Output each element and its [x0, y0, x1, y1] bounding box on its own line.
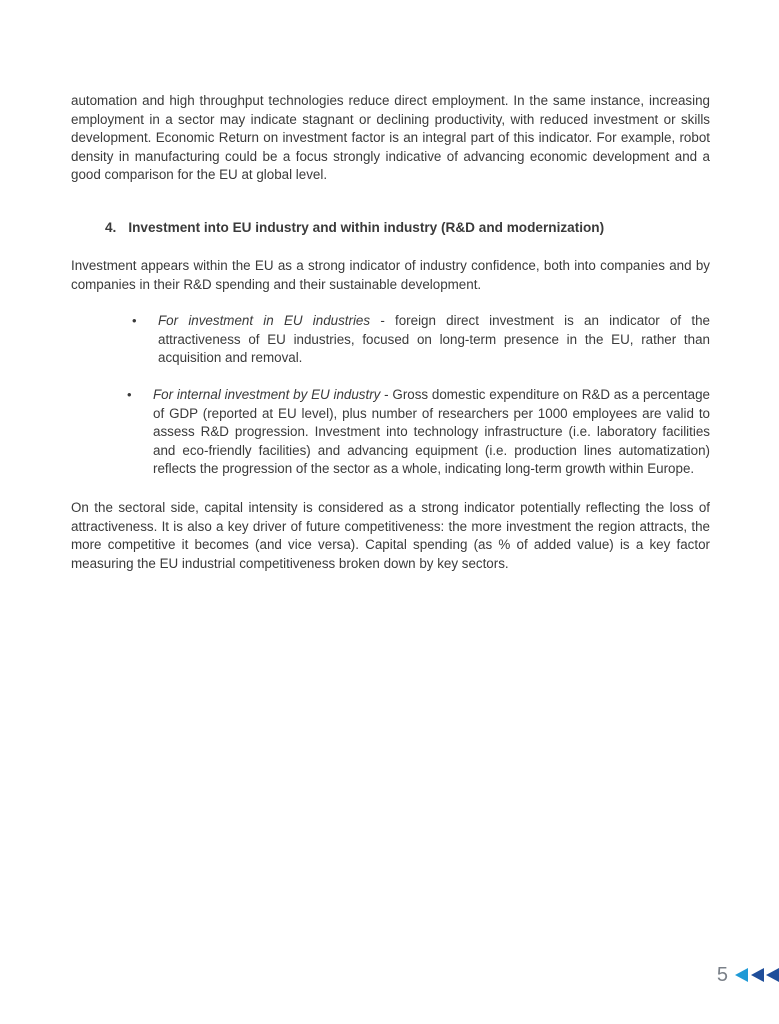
arrow-left-icon [749, 967, 765, 983]
investment-paragraph: Investment appears within the EU as a strong indicator of industry confidence, both into companies and by companies in their R&D spending and their sustainable development. [71, 257, 710, 292]
page-footer [717, 964, 779, 986]
bullet-body: - foreign direct investment is an indicator of the attractiveness of EU industries, focused on long-term presence in the EU, rather than acquisition and removal. [158, 313, 710, 366]
bullet-symbol: • [127, 386, 132, 402]
bullet-item [127, 386, 710, 479]
bullet-lead: For investment in EU industries [158, 313, 371, 329]
document-body [71, 92, 710, 573]
arrow-left-icon [765, 967, 779, 983]
section-heading [105, 219, 710, 237]
section-title: Investment into EU industry and within industry (R&D and modernization) [128, 219, 605, 235]
bullet-symbol: • [132, 313, 137, 329]
bullet-text [158, 312, 710, 368]
intro-paragraph: automation and high throughput technologies reduce direct employment. In the same instance, increasing employment in a sector may indicate stagnant or declining productivity, with reduced investment or skills development. Economic Return on investment factor is an integral part of this indicator. For example, robot density in manufacturing could be a focus strongly indicative of advancing economic development and a good comparison for the EU at global level. [71, 93, 710, 183]
bullet-item [132, 312, 710, 368]
bullet-body: - Gross domestic expenditure on R&D as a percentage of GDP (reported at EU level), plus number of researchers per 1000 employees are valid to assess R&D progression. Investment into technology infrastructure (i.e. laboratory facilities and eco-friendly facilities) and advancing equipment (i.e. production lines automatization) reflects the progression of the sector as a whole, indicating long-term growth within Europe. [153, 386, 710, 477]
page-number: 5 [716, 964, 728, 986]
bullet-lead: For internal investment by EU industry [153, 386, 381, 402]
arrow-left-icon [734, 967, 749, 983]
bullet-text [153, 386, 710, 479]
section-number: 4. [105, 219, 117, 235]
nav-arrows [734, 967, 779, 983]
sectoral-paragraph: On the sectoral side, capital intensity is considered as a strong indicator potentially reflecting the loss of attractiveness. It is also a key driver of future competitiveness: the more investment the region attracts, the more competitive it becomes (and vice versa). Capital spending (as % of added value) is a key factor measuring the EU industrial competitiveness broken down by key sectors. [71, 499, 710, 571]
